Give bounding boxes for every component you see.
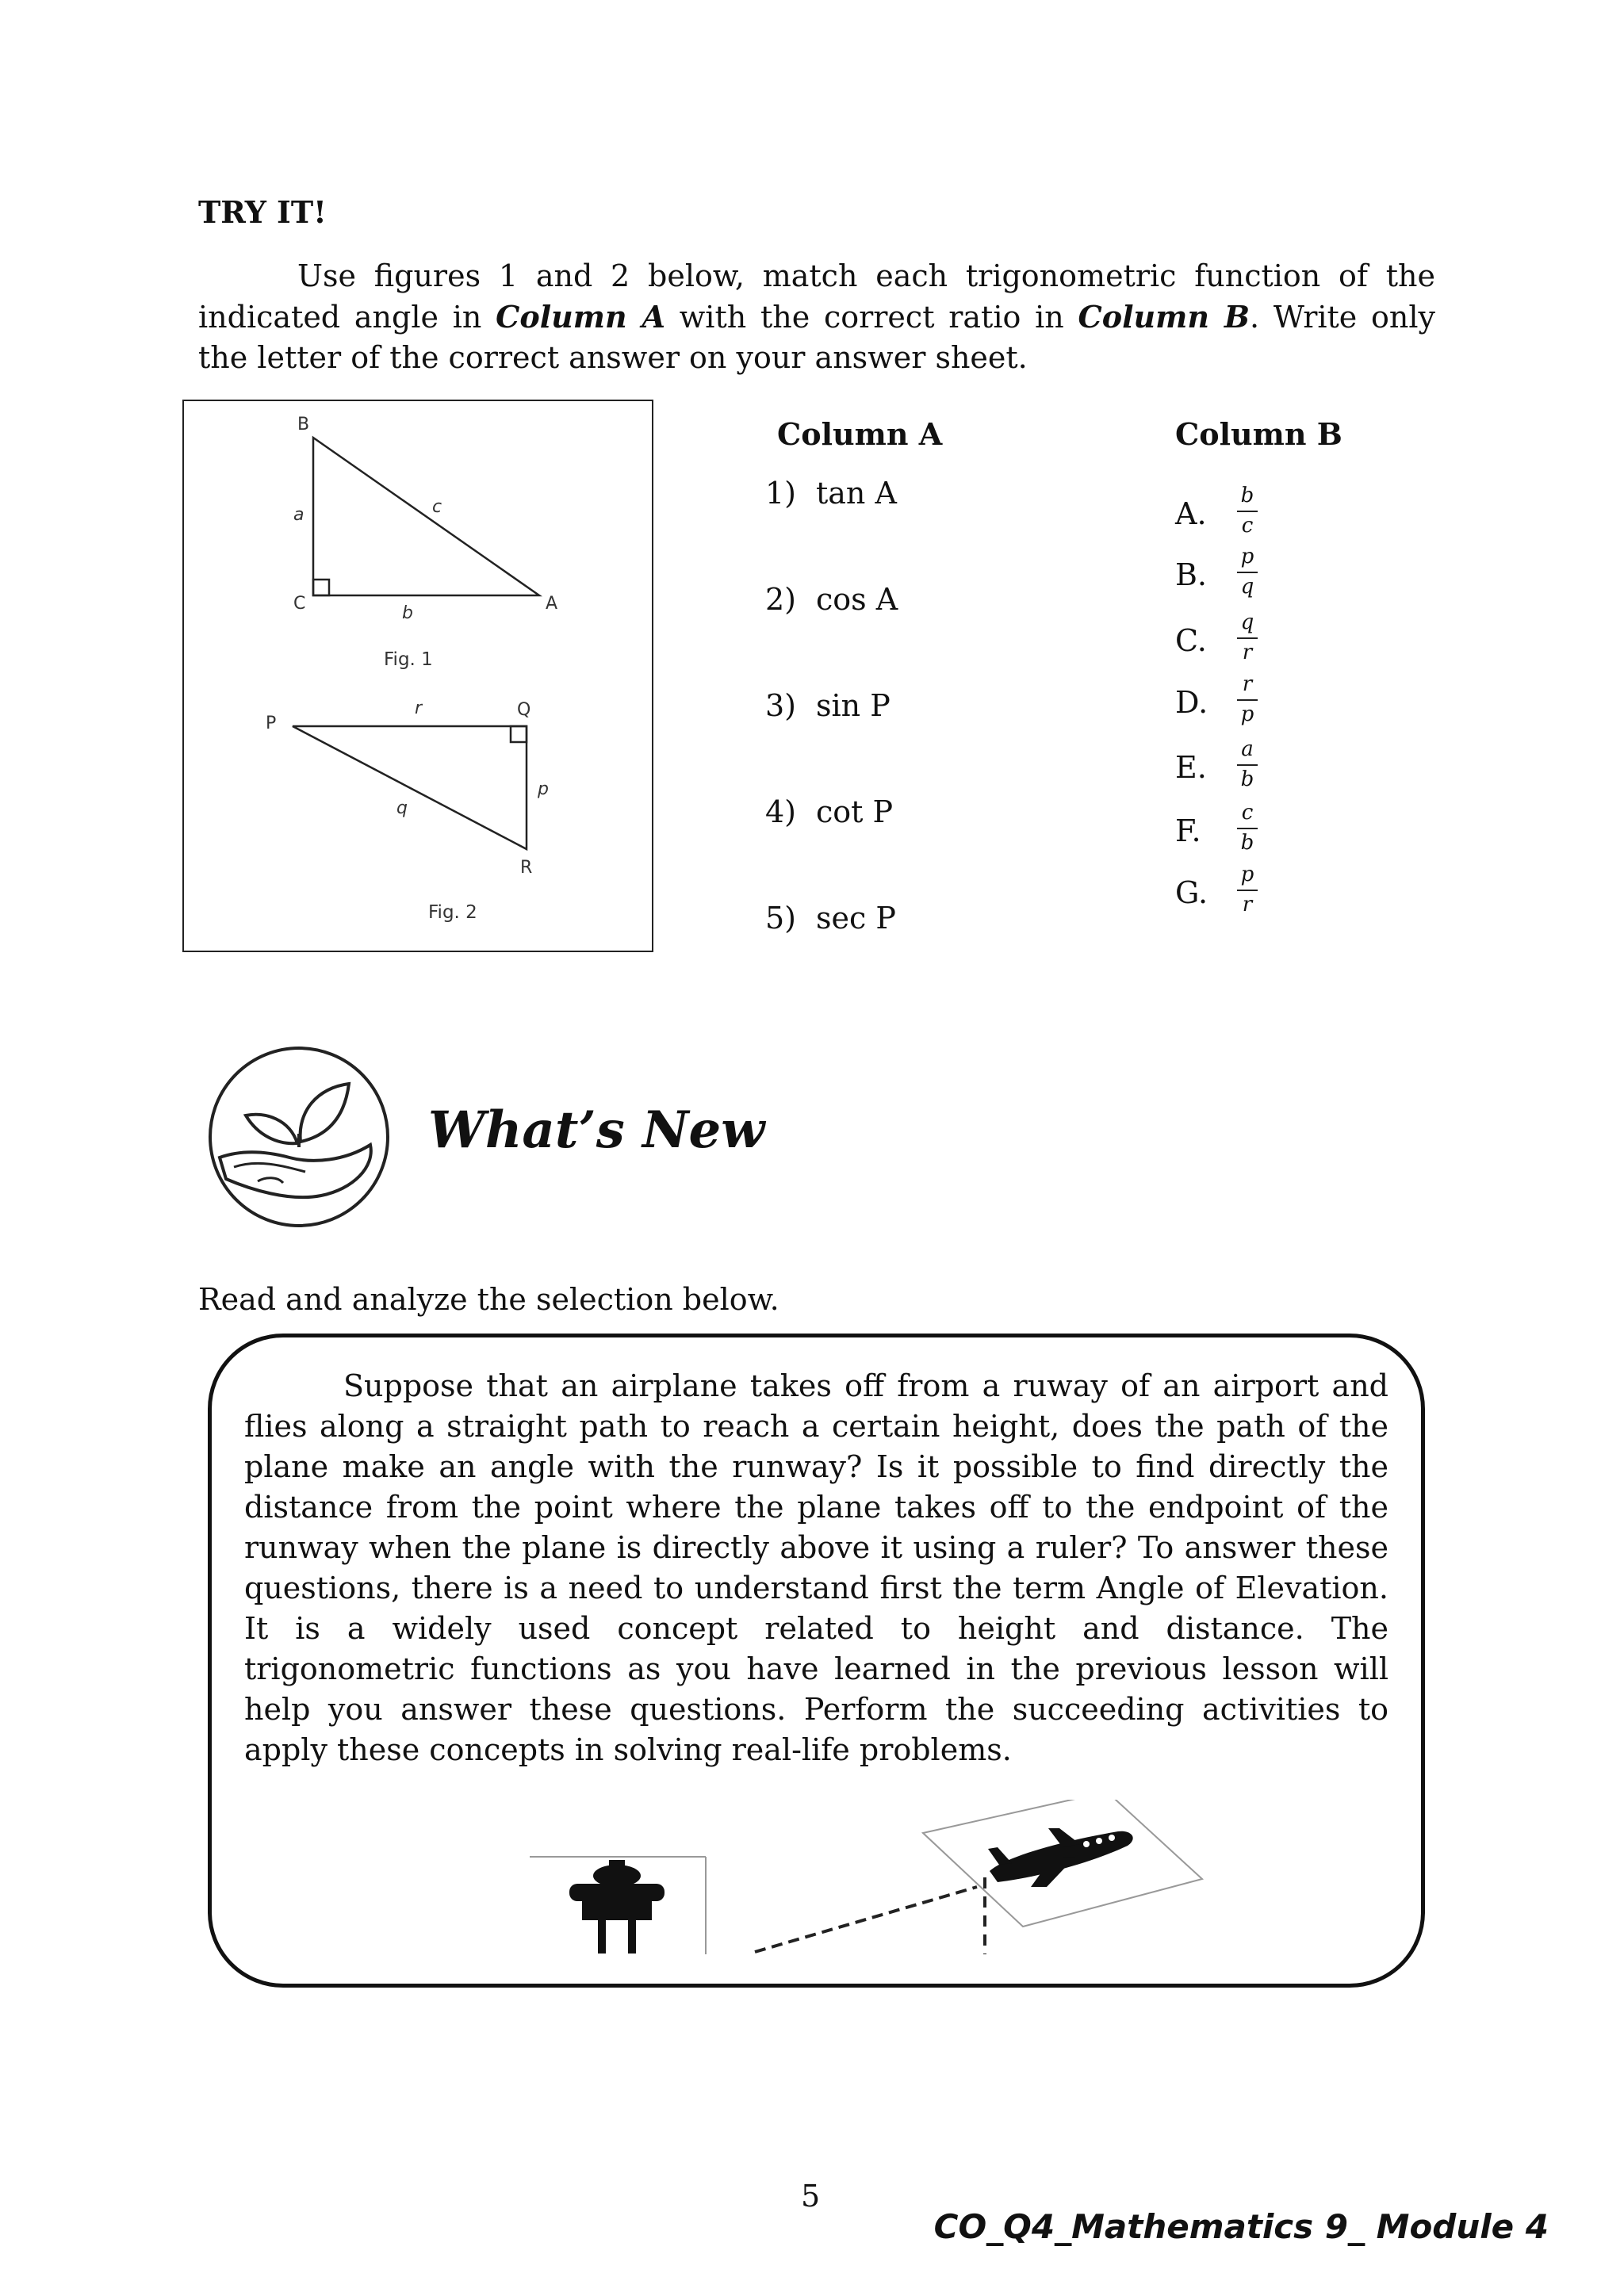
ratio-fraction: r p (1234, 672, 1261, 726)
column-a-item: 1) tan A (765, 476, 897, 511)
column-a-item: 3) sin P (765, 688, 891, 723)
column-a-item: 5) sec P (765, 901, 896, 936)
figure-box (182, 400, 653, 952)
fig1-side-b: b (402, 603, 413, 623)
ratio-fraction: p q (1234, 545, 1261, 599)
fig2-side-r: r (415, 698, 423, 718)
plant-in-hand-icon (202, 1040, 396, 1234)
fig1-side-a: a (293, 505, 304, 525)
column-a-item: 4) cot P (765, 794, 894, 829)
section-heading: TRY IT! (198, 194, 327, 230)
control-tower-icon (569, 1860, 665, 1954)
column-a-header: Column A (777, 416, 943, 452)
column-b-header: Column B (1175, 416, 1342, 452)
fig2-vertex-p: P (266, 714, 277, 733)
ratio-fraction: c b (1234, 801, 1261, 855)
ratio-fraction: b c (1234, 484, 1261, 538)
fig2-side-q: q (396, 798, 408, 818)
ratio-fraction: q r (1234, 610, 1261, 664)
section-title: What’s New (428, 1100, 765, 1160)
fig2-side-p: p (538, 779, 549, 799)
fig1-side-c: c (432, 497, 442, 517)
figure-1-triangle (313, 438, 539, 595)
airplane-tower-illustration (515, 1800, 1229, 1958)
triangle-figures (184, 401, 652, 951)
column-a-item: 2) cos A (765, 582, 898, 617)
fig1-vertex-c: C (293, 594, 306, 614)
fig2-caption: Fig. 2 (428, 902, 477, 923)
instruction-paragraph: Use figures 1 and 2 below, match each trigonometric function of the indicated angle in Column A with the correct ratio in Column B. Write only the letter of the correct answer on your answer sheet. (198, 258, 1436, 375)
ratio-fraction: p r (1234, 863, 1261, 916)
fig2-vertex-r: R (520, 858, 533, 878)
footer-module-code: CO_Q4_Mathematics 9_ Module 4 (933, 2207, 1549, 2246)
fig1-caption: Fig. 1 (384, 649, 433, 670)
ratio-fraction: a b (1234, 737, 1261, 791)
airplane-icon (988, 1828, 1133, 1887)
read-instruction: Read and analyze the selection below. (198, 1282, 779, 1317)
scenario-paragraph: Suppose that an airplane takes off from a ruway of an airport and flies along a straight path to reach a certain height, does the path of the plane make an angle with the runway? Is it possible to find directly the distance from the point where the plane takes off to the endpoint of the runway when the plane is directly above it using a ruler? To answer these questions, there is a need to understand first the term Angle of Elevation. It is a widely used concept related to height and distance. The trigonometric functions as you have learned in the previous lesson will help you answer these questions. Perform the succeeding activities to apply these concepts in solving real-life problems. (244, 1368, 1388, 1767)
fig1-vertex-b: B (297, 415, 310, 434)
fig2-vertex-q: Q (517, 700, 531, 720)
page-number: 5 (801, 2179, 821, 2214)
fig1-vertex-a: A (546, 594, 558, 614)
figure-2-triangle (293, 726, 527, 849)
